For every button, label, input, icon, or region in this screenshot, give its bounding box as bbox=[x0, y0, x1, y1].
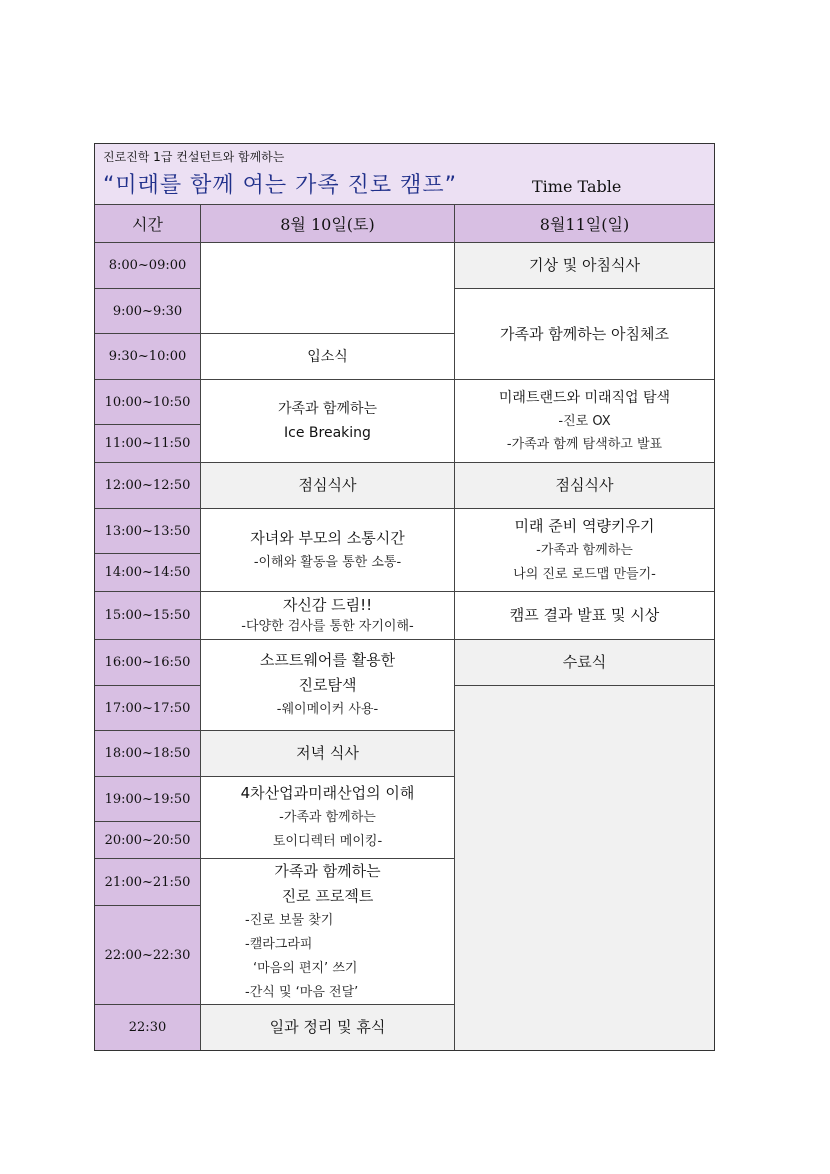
trend-title: 미래트랜드와 미래직업 탐색 bbox=[498, 389, 671, 406]
ice-line2: Ice Breaking bbox=[284, 425, 371, 441]
timetable bbox=[94, 143, 715, 1051]
sw-line1: 소프트웨어를 활용한 bbox=[259, 651, 396, 669]
day1-project bbox=[201, 859, 455, 1005]
time-cell: 22:00~22:30 bbox=[95, 906, 201, 1005]
time-cell: 20:00~20:50 bbox=[95, 822, 201, 859]
header-day1: 8월 10일(토) bbox=[201, 205, 455, 243]
time-cell: 14:00~14:50 bbox=[95, 554, 201, 592]
industry-sub2: 토이디렉터 메이킹- bbox=[272, 834, 383, 849]
time-cell: 16:00~16:50 bbox=[95, 640, 201, 686]
project-line2: 진로 프로젝트 bbox=[281, 887, 374, 905]
time-cell: 18:00~18:50 bbox=[95, 731, 201, 777]
day1-lunch: 점심식사 bbox=[201, 463, 455, 509]
day2-results: 캠프 결과 발표 및 시상 bbox=[455, 592, 714, 640]
day2-exercise: 가족과 함께하는 아침체조 bbox=[455, 289, 714, 380]
time-cell: 11:00~11:50 bbox=[95, 425, 201, 463]
ice-line1: 가족과 함께하는 bbox=[277, 401, 378, 417]
project-item: -캘라그라피 bbox=[245, 937, 313, 952]
day2-lunch: 점심식사 bbox=[455, 463, 714, 509]
sw-sub: -웨이메이커 사용- bbox=[276, 702, 379, 717]
industry-title: 4차산업과미래산업의 이해 bbox=[240, 784, 415, 802]
title-main: “미래를 함께 여는 가족 진로 캠프” bbox=[103, 173, 458, 198]
day1-entrance: 입소식 bbox=[201, 334, 455, 380]
day2-wake: 기상 및 아침식사 bbox=[455, 243, 714, 289]
sotong-title: 자녀와 부모의 소통시간 bbox=[250, 528, 405, 547]
time-cell: 17:00~17:50 bbox=[95, 686, 201, 731]
time-cell: 19:00~19:50 bbox=[95, 777, 201, 822]
day1-confidence bbox=[201, 592, 455, 640]
project-item: -간식 및 ‘마음 전달’ bbox=[245, 985, 359, 1000]
sotong-sub: -이해와 활동을 통한 소통- bbox=[253, 554, 402, 570]
time-cell: 8:00~09:00 bbox=[95, 243, 201, 289]
time-cell: 15:00~15:50 bbox=[95, 592, 201, 640]
title-tag: Time Table bbox=[532, 177, 622, 196]
dream-title: 자신감 드림!! bbox=[282, 595, 373, 614]
title-subtitle: 진로진학 1급 컨설턴트와 함께하는 bbox=[103, 150, 285, 164]
project-item: ‘마음의 편지’ 쓰기 bbox=[253, 961, 358, 976]
day1-industry bbox=[201, 777, 455, 859]
dream-sub: -다양한 검사를 통한 자기이해- bbox=[241, 618, 414, 634]
day2-closing: 수료식 bbox=[455, 640, 714, 686]
project-line1: 가족과 함께하는 bbox=[274, 862, 381, 880]
day1-software bbox=[201, 640, 455, 731]
header-time: 시간 bbox=[95, 205, 201, 243]
time-cell: 9:30~10:00 bbox=[95, 334, 201, 380]
day1-communication bbox=[201, 509, 455, 592]
day2-empty bbox=[455, 686, 714, 1050]
time-cell: 12:00~12:50 bbox=[95, 463, 201, 509]
prep-sub2: 나의 진로 로드맵 만들기- bbox=[513, 566, 656, 582]
time-cell: 10:00~10:50 bbox=[95, 380, 201, 425]
industry-sub1: -가족과 함께하는 bbox=[279, 810, 376, 825]
project-items bbox=[201, 909, 358, 1005]
day1-ice-breaking bbox=[201, 380, 455, 463]
header-day2: 8월11일(일) bbox=[455, 205, 714, 243]
prep-title: 미래 준비 역량키우기 bbox=[514, 516, 655, 535]
time-cell: 21:00~21:50 bbox=[95, 859, 201, 906]
day2-trend bbox=[455, 380, 714, 463]
project-item: -진로 보물 찾기 bbox=[245, 913, 334, 928]
day1-empty bbox=[201, 243, 455, 334]
time-cell: 22:30 bbox=[95, 1005, 201, 1050]
sw-line2: 진로탐색 bbox=[298, 676, 357, 694]
title-banner bbox=[95, 144, 714, 205]
time-cell: 13:00~13:50 bbox=[95, 509, 201, 554]
time-cell: 9:00~9:30 bbox=[95, 289, 201, 334]
prep-sub1: -가족과 함께하는 bbox=[536, 542, 633, 558]
day1-rest: 일과 정리 및 휴식 bbox=[201, 1005, 455, 1050]
trend-sub2: -가족과 함께 탐색하고 발표 bbox=[506, 436, 663, 452]
trend-sub1: -진로 OX bbox=[558, 413, 611, 429]
day2-preparation bbox=[455, 509, 714, 592]
day1-dinner: 저녁 식사 bbox=[201, 731, 455, 777]
